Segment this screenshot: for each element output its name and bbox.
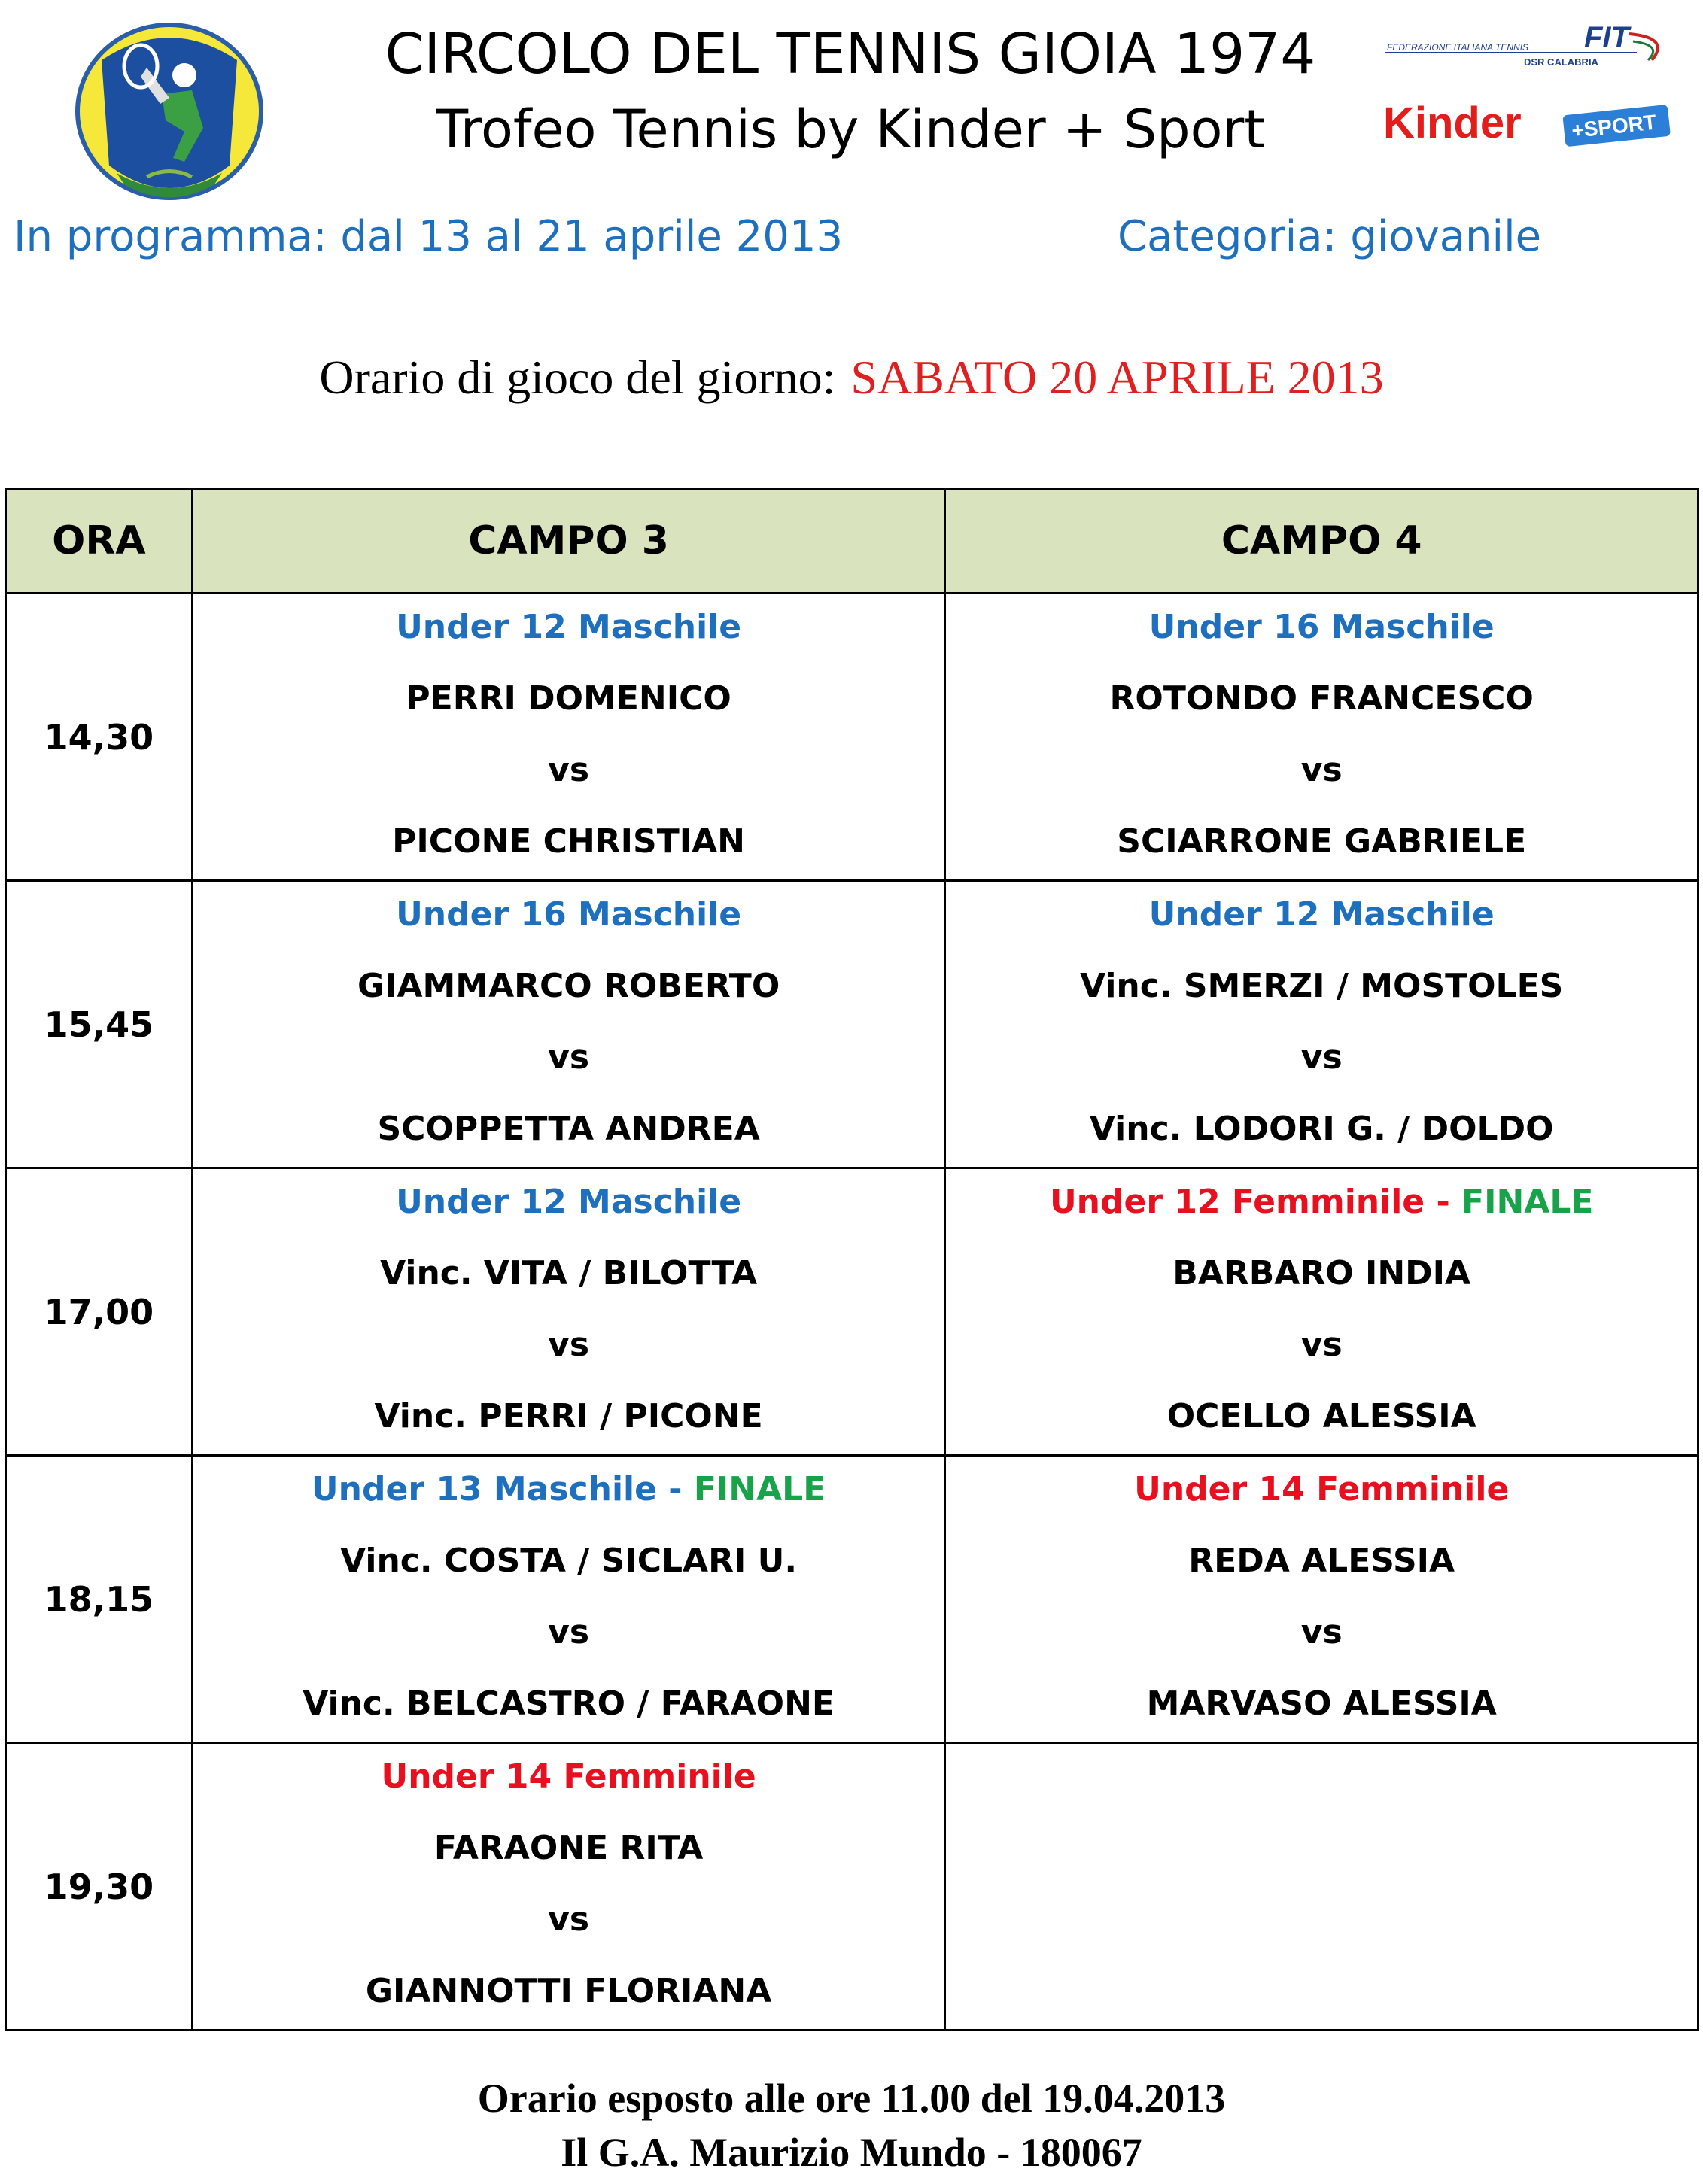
club-logo bbox=[71, 23, 267, 211]
fit-logo bbox=[1381, 19, 1674, 71]
page-title: CIRCOLO DEL TENNIS GIOIA 1974 bbox=[385, 22, 1316, 87]
fit-logo-line2: DSR CALABRIA bbox=[1524, 56, 1598, 68]
orario-heading bbox=[0, 350, 1703, 406]
category-name: Under 12 Femminile - bbox=[1049, 1183, 1462, 1221]
header-campo-3: CAMPO 3 bbox=[192, 489, 945, 594]
match-cell-campo-4 bbox=[945, 594, 1698, 881]
player-2: MARVASO ALESSIA bbox=[1146, 1684, 1497, 1723]
finale-badge: FINALE bbox=[693, 1470, 826, 1508]
header-campo-4: CAMPO 4 bbox=[945, 489, 1698, 594]
table-row bbox=[6, 1456, 1698, 1743]
table-row bbox=[6, 1743, 1698, 2031]
time-cell: 19,30 bbox=[6, 1743, 193, 2031]
player-2: Vinc. LODORI G. / DOLDO bbox=[1089, 1110, 1554, 1148]
vs-label: vs bbox=[548, 1326, 590, 1364]
match-cell-campo-4 bbox=[945, 881, 1698, 1168]
player-1: FARAONE RITA bbox=[433, 1829, 704, 1867]
kinder-logo bbox=[1383, 94, 1677, 154]
orario-day: SABATO 20 APRILE 2013 bbox=[850, 351, 1384, 404]
player-1: GIAMMARCO ROBERTO bbox=[357, 967, 780, 1005]
vs-label: vs bbox=[548, 1038, 590, 1077]
match-cell-campo-3 bbox=[192, 1456, 945, 1743]
header-ora: ORA bbox=[6, 489, 193, 594]
title-block bbox=[286, 17, 1415, 167]
match-cell-campo-3 bbox=[192, 594, 945, 881]
player-1: Vinc. VITA / BILOTTA bbox=[380, 1254, 758, 1292]
orario-label: Orario di gioco del giorno: bbox=[319, 351, 836, 404]
category-name: Under 13 Maschile - bbox=[311, 1470, 694, 1508]
finale-badge: FINALE bbox=[1461, 1183, 1594, 1221]
player-1: BARBARO INDIA bbox=[1172, 1254, 1471, 1292]
category-label: Under 14 Femminile bbox=[1134, 1470, 1510, 1508]
fit-logo-big: FIT bbox=[1584, 21, 1629, 54]
vs-label: vs bbox=[548, 1613, 590, 1651]
kinder-logo-brand: Kinder bbox=[1383, 99, 1522, 147]
vs-label: vs bbox=[548, 1900, 590, 1939]
programma-text: In programma: dal 13 al 21 aprile 2013 bbox=[14, 212, 844, 261]
match-cell-campo-3 bbox=[192, 881, 945, 1168]
match-cell-campo-3 bbox=[192, 1168, 945, 1456]
category-label: Under 12 Maschile bbox=[1148, 895, 1495, 934]
footer-posted-time: Orario esposto alle ore 11.00 del 19.04.2013 bbox=[477, 2076, 1226, 2121]
table-header-row bbox=[6, 489, 1698, 594]
player-2: SCIARRONE GABRIELE bbox=[1117, 822, 1527, 861]
player-2: Vinc. BELCASTRO / FARAONE bbox=[303, 1684, 835, 1723]
vs-label: vs bbox=[548, 751, 590, 789]
fit-logo-line1: FEDERAZIONE ITALIANA TENNIS bbox=[1387, 42, 1529, 53]
kinder-logo-icon bbox=[1383, 94, 1677, 154]
player-1: Vinc. COSTA / SICLARI U. bbox=[340, 1542, 798, 1580]
time-cell: 14,30 bbox=[6, 594, 193, 881]
player-2: SCOPPETTA ANDREA bbox=[377, 1110, 760, 1148]
club-crest-icon bbox=[71, 23, 267, 211]
schedule-table bbox=[5, 488, 1699, 2031]
time-cell: 15,45 bbox=[6, 881, 193, 1168]
footer-signature: Il G.A. Maurizio Mundo - 180067 bbox=[561, 2130, 1142, 2175]
vs-label: vs bbox=[1300, 1613, 1343, 1651]
page-subtitle: Trofeo Tennis by Kinder + Sport bbox=[436, 99, 1265, 160]
match-cell-campo-3 bbox=[192, 1743, 945, 2031]
time-cell: 17,00 bbox=[6, 1168, 193, 1456]
player-1: PERRI DOMENICO bbox=[406, 679, 731, 718]
kinder-logo-badge: +SPORT bbox=[1570, 110, 1658, 143]
match-cell-campo-4 bbox=[945, 1456, 1698, 1743]
category-label: Under 12 Maschile bbox=[396, 608, 742, 646]
vs-label: vs bbox=[1300, 751, 1343, 789]
fit-logo-icon bbox=[1381, 19, 1674, 71]
player-2: PICONE CHRISTIAN bbox=[392, 822, 746, 861]
category-label: Under 16 Maschile bbox=[396, 895, 742, 934]
category-label: Under 16 Maschile bbox=[1148, 608, 1495, 646]
match-cell-campo-4-empty bbox=[945, 1743, 1698, 2031]
category-label bbox=[193, 1468, 944, 1511]
category-label bbox=[946, 1180, 1697, 1224]
table-row bbox=[6, 881, 1698, 1168]
categoria-text: Categoria: giovanile bbox=[1118, 212, 1542, 261]
match-cell-campo-4 bbox=[945, 1168, 1698, 1456]
category-label: Under 12 Maschile bbox=[396, 1183, 742, 1221]
vs-label: vs bbox=[1300, 1326, 1343, 1364]
table-row bbox=[6, 1168, 1698, 1456]
player-1: ROTONDO FRANCESCO bbox=[1109, 679, 1534, 718]
time-cell: 18,15 bbox=[6, 1456, 193, 1743]
player-2: Vinc. PERRI / PICONE bbox=[374, 1397, 763, 1435]
player-2: GIANNOTTI FLORIANA bbox=[365, 1972, 772, 2010]
player-1: REDA ALESSIA bbox=[1188, 1542, 1455, 1580]
player-1: Vinc. SMERZI / MOSTOLES bbox=[1080, 967, 1564, 1005]
player-2: OCELLO ALESSIA bbox=[1166, 1397, 1476, 1435]
table-row bbox=[6, 594, 1698, 881]
category-label: Under 14 Femminile bbox=[381, 1757, 756, 1796]
vs-label: vs bbox=[1300, 1038, 1343, 1077]
